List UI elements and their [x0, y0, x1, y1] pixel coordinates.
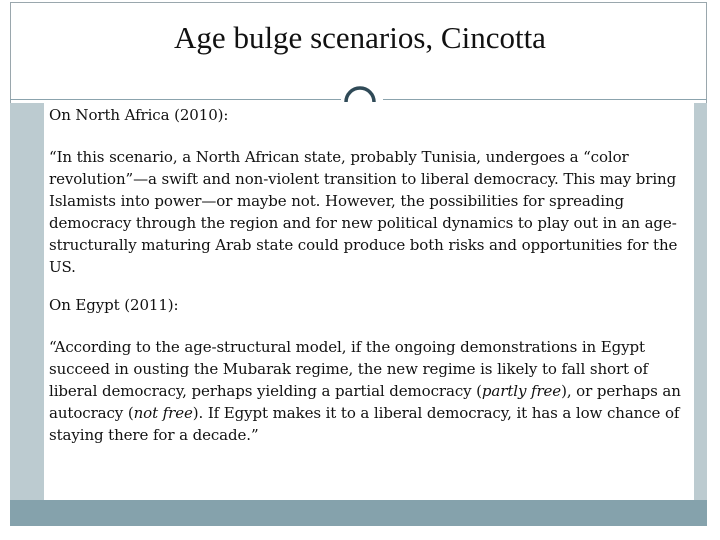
egypt-not-free: not free: [133, 404, 193, 422]
right-side-band: [694, 103, 707, 500]
egypt-quote-part1: “According to the age-structural model, if the ongoing demonstrations in Egypt succeed in ousting the Mubarak regime, the new regime is likely to fall short of liberal democracy, perhaps yielding a partial democracy (: [49, 338, 648, 400]
egypt-quote: [49, 336, 689, 446]
left-side-band: [10, 103, 44, 500]
egypt-heading: On Egypt (2011):: [49, 296, 179, 314]
bottom-band: [10, 500, 707, 526]
north-africa-quote: “In this scenario, a North African state, probably Tunisia, undergoes a “color revolution”—a swift and non-violent transition to liberal democracy. This may bring Islamists into power—or maybe not. However, the possibilities for spreading democracy through the region and for new political dynamics to play out in an age-structurally maturing Arab state could produce both risks and opportunities for the US.: [49, 148, 678, 276]
title-divider-right: [383, 99, 707, 100]
north-africa-heading: On North Africa (2010):: [49, 106, 229, 124]
egypt-quote-part3: ). If Egypt makes it to a liberal democracy, it has a low chance of staying there for a decade.”: [49, 404, 680, 444]
title-divider-left: [10, 99, 341, 100]
egypt-quote-part2: ), or perhaps an autocracy (: [49, 382, 681, 422]
slide-title: Age bulge scenarios, Cincotta: [174, 20, 546, 55]
egypt-partly-free: partly free: [481, 382, 562, 400]
content-box: [44, 103, 694, 500]
